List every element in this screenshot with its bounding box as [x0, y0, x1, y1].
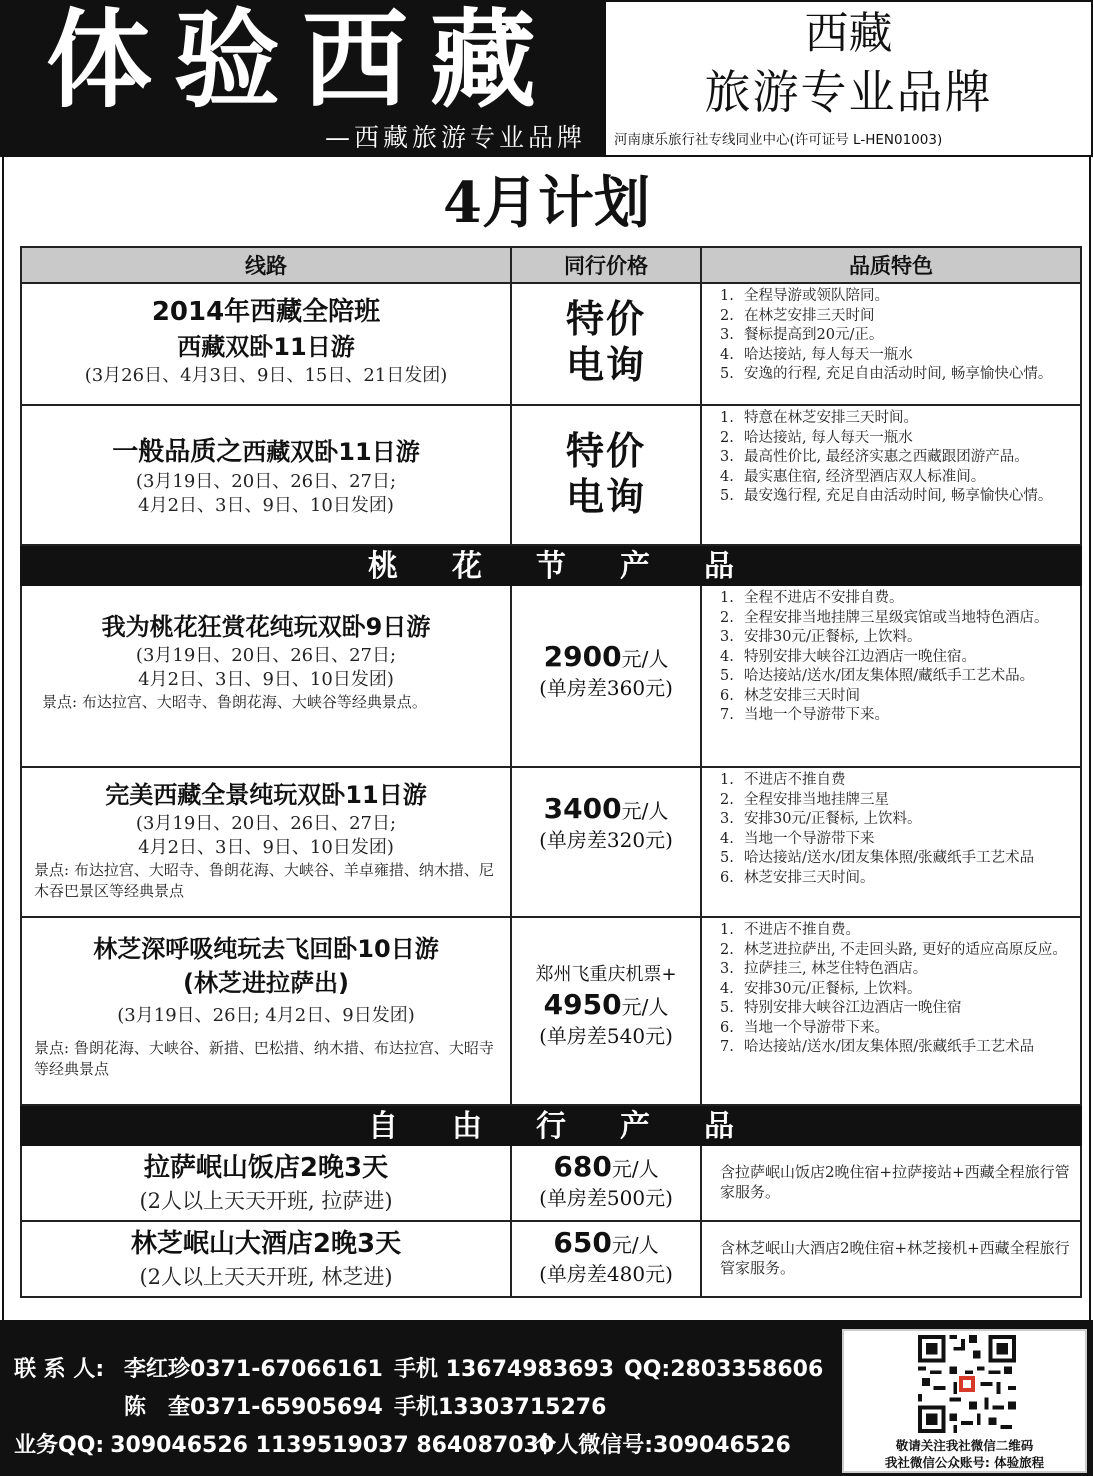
feature-item: 3. 最高性价比, 最经济实惠之西藏跟团游产品。 [720, 449, 1029, 465]
route-note: (2人以上天天开班, 林芝进) [139, 1265, 393, 1289]
price-special: 特价 [565, 429, 646, 473]
route-dates: 4月2日、3日、9日、10日发团) [138, 837, 394, 858]
qr-caption-2: 我社微信公众账号: 体验旅程 [884, 1455, 1045, 1470]
contact-line-3 [14, 1428, 791, 1459]
price-cell [512, 1222, 702, 1296]
feature-item: 4. 当地一个导游带下来 [720, 830, 875, 847]
header-price: 同行价格 [512, 248, 702, 282]
header-brand-box [604, 0, 1093, 157]
header-tagline: —西藏旅游专业品牌 [324, 123, 586, 152]
route-spots: 景点: 布达拉宫、大昭寺、鲁朗花海、大峡谷等经典景点。 [42, 693, 427, 711]
single-room-diff: (单房差480元) [539, 1262, 673, 1286]
contact-1-phone: 李红珍0371-67066161 [124, 1357, 383, 1382]
price-special: 特价 [565, 297, 646, 341]
tour-table [20, 246, 1082, 1298]
feature-item: 1. 特意在林芝安排三天时间。 [720, 410, 918, 426]
route-cell [22, 768, 512, 916]
header-route: 线路 [22, 248, 512, 282]
feature-item: 3. 安排30元/正餐标, 上饮料。 [720, 811, 922, 827]
header-banner-left [0, 0, 604, 157]
qq-label: QQ: [624, 1357, 671, 1382]
route-subtitle: 西藏双卧11日游 [177, 333, 355, 361]
price-cell [512, 1146, 702, 1220]
qr-code-panel [842, 1329, 1087, 1473]
banner-peach-products: 桃花节产品 [20, 546, 1082, 586]
contact-label: 联 系 人: [14, 1357, 105, 1382]
price-inquire: 电询 [565, 343, 646, 387]
single-room-diff: (单房差540元) [539, 1024, 673, 1048]
price-amount: 2900元/人 [543, 640, 669, 673]
header-big-title: 体验西藏 [46, 0, 558, 122]
route-title: 拉萨岷山饭店2晚3天 [143, 1153, 389, 1183]
banner-free-travel: 自由行产品 [20, 1106, 1082, 1146]
route-cell [22, 284, 512, 404]
price-cell [512, 768, 702, 916]
table-row [20, 1146, 1082, 1222]
table-row [20, 586, 1082, 768]
route-dates: (3月19日、20日、26日、27日; [135, 471, 397, 492]
biz-qq-label: 业务QQ: [14, 1433, 105, 1458]
route-cell [22, 1146, 512, 1220]
feature-item: 1. 不进店不推自费。 [720, 922, 860, 938]
price-cell [512, 918, 702, 1104]
feature-item: 6. 林芝安排三天时间 [720, 687, 860, 704]
price-amount: 650元/人 [553, 1226, 659, 1259]
table-header-row [20, 246, 1082, 284]
feature-item: 4. 哈达接站, 每人每天一瓶水 [720, 346, 913, 363]
features-cell [702, 918, 1080, 1104]
route-spots: 景点: 鲁朗花海、大峡谷、新措、巴松措、纳木措、布达拉宫、大昭寺等经典景点 [34, 1039, 494, 1078]
features-cell [702, 768, 1080, 916]
route-cell [22, 406, 512, 544]
route-subtitle: (林芝进拉萨出) [183, 969, 349, 997]
price-cell [512, 406, 702, 544]
price-amount: 3400元/人 [543, 792, 669, 825]
route-title: 一般品质之西藏双卧11日游 [112, 437, 420, 467]
route-title: 林芝深呼吸纯玩去飞回卧10日游 [93, 935, 439, 963]
feature-item: 1. 全程不进店不安排自费。 [720, 590, 904, 606]
feature-item: 2. 哈达接站, 每人每天一瓶水 [720, 429, 913, 446]
table-row [20, 768, 1082, 918]
feature-item: 2. 在林芝安排三天时间 [720, 307, 875, 324]
feature-item: 5. 安逸的行程, 充足自由活动时间, 畅享愉快心情。 [720, 366, 1053, 382]
price-amount: 4950元/人 [543, 988, 669, 1021]
feature-item: 3. 餐标提高到20元/正。 [720, 327, 884, 343]
feature-item: 5. 特别安排大峡谷江边酒店一晚住宿 [720, 1000, 962, 1016]
feature-item: 3. 拉萨挂三, 林芝住特色酒店。 [720, 961, 928, 977]
route-dates: 4月2日、3日、9日、10日发团) [138, 495, 394, 516]
feature-item: 4. 特别安排大峡谷江边酒店一晚住宿。 [720, 648, 976, 665]
price-cell [512, 586, 702, 766]
feature-item: 2. 林芝进拉萨出, 不走回头路, 更好的适应高原反应。 [720, 941, 1067, 958]
brand-line-2: 旅游专业品牌 [704, 65, 993, 119]
features-cell [702, 586, 1080, 766]
qq-number: 2803358606 [670, 1357, 824, 1382]
qr-code-icon [918, 1335, 1016, 1433]
route-dates: (3月19日、26日; 4月2日、9日发团) [117, 1005, 415, 1026]
qr-caption-1: 敬请关注我社微信二维码 [895, 1438, 1034, 1453]
route-cell [22, 918, 512, 1104]
route-title: 我为桃花狂赏花纯玩双卧9日游 [101, 613, 431, 641]
brand-line-1: 西藏 [804, 8, 893, 59]
route-dates: (3月26日、4月3日、9日、15日、21日发团) [84, 365, 448, 386]
price-flight-note: 郑州飞重庆机票+ [535, 964, 677, 985]
price-amount: 680元/人 [553, 1150, 659, 1183]
contact-2-phone: 陈 奎0371-65905694 [124, 1395, 383, 1420]
single-room-diff: (单房差500元) [539, 1186, 673, 1210]
features-cell [702, 406, 1080, 544]
route-note: (2人以上天天开班, 拉萨进) [139, 1189, 393, 1213]
route-title: 完美西藏全景纯玩双卧11日游 [105, 781, 427, 809]
feature-item: 7. 哈达接站/送水/团友集体照/张藏纸手工艺术品 [720, 1039, 1035, 1055]
contact-line-1 [14, 1352, 823, 1383]
agency-info: 河南康乐旅行社专线同业中心(许可证号 L-HEN01003) [614, 132, 943, 148]
table-row [20, 406, 1082, 546]
features-cell: 含拉萨岷山饭店2晚住宿+拉萨接站+西藏全程旅行管家服务。 [720, 1163, 1070, 1201]
feature-item: 1. 不进店不推自费 [720, 772, 846, 788]
route-cell [22, 586, 512, 766]
route-title: 林芝岷山大酒店2晚3天 [130, 1229, 402, 1259]
table-row [20, 918, 1082, 1106]
features-cell: 含林芝岷山大酒店2晚住宿+林芝接机+西藏全程旅行管家服务。 [720, 1239, 1070, 1277]
contact-2-mobile: 手机13303715276 [394, 1395, 607, 1420]
route-cell [22, 1222, 512, 1296]
route-spots: 景点: 布达拉宫、大昭寺、鲁朗花海、大峡谷、羊卓雍措、纳木措、尼木吞巴景区等经典景点 [34, 861, 494, 900]
route-title: 2014年西藏全陪班 [151, 297, 381, 327]
price-cell [512, 284, 702, 404]
feature-item: 4. 安排30元/正餐标, 上饮料。 [720, 980, 922, 997]
feature-item: 6. 林芝安排三天时间。 [720, 869, 875, 886]
wechat-id: 309046526 [653, 1433, 791, 1458]
price-inquire: 电询 [565, 475, 646, 519]
biz-qq-numbers: 309046526 1139519037 864087030 [110, 1433, 555, 1458]
single-room-diff: (单房差360元) [539, 676, 673, 700]
route-dates: (3月19日、20日、26日、27日; [135, 813, 397, 834]
feature-item: 2. 全程安排当地挂牌三星 [720, 791, 889, 808]
feature-item: 1. 全程导游或领队陪同。 [720, 288, 889, 304]
table-row [20, 284, 1082, 406]
header-features: 品质特色 [849, 254, 933, 278]
route-dates: 4月2日、3日、9日、10日发团) [138, 669, 394, 690]
single-room-diff: (单房差320元) [539, 828, 673, 852]
feature-item: 5. 哈达接站/送水/团友集体照/张藏纸手工艺术品 [720, 850, 1035, 866]
plan-title: 4月计划 [443, 170, 650, 236]
contact-line-2 [14, 1390, 606, 1421]
feature-item: 6. 当地一个导游带下来。 [720, 1019, 889, 1036]
table-row [20, 1222, 1082, 1298]
feature-item: 4. 最实惠住宿, 经济型酒店双人标准间。 [720, 468, 986, 485]
feature-item: 5. 最安逸行程, 充足自由活动时间, 畅享愉快心情。 [720, 488, 1053, 504]
feature-item: 7. 当地一个导游带下来。 [720, 707, 889, 723]
feature-item: 5. 哈达接站/送水/团友集体照/藏纸手工艺术品。 [720, 668, 1035, 684]
feature-item: 2. 全程安排当地挂牌三星级宾馆或当地特色酒店。 [720, 609, 1049, 626]
features-cell [702, 284, 1080, 404]
contact-1-mobile: 手机 13674983693 [394, 1357, 615, 1382]
wechat-label: 个人微信号: [534, 1433, 654, 1458]
contact-footer [0, 1320, 1093, 1476]
route-dates: (3月19日、20日、26日、27日; [135, 645, 397, 666]
feature-item: 3. 安排30元/正餐标, 上饮料。 [720, 629, 922, 645]
